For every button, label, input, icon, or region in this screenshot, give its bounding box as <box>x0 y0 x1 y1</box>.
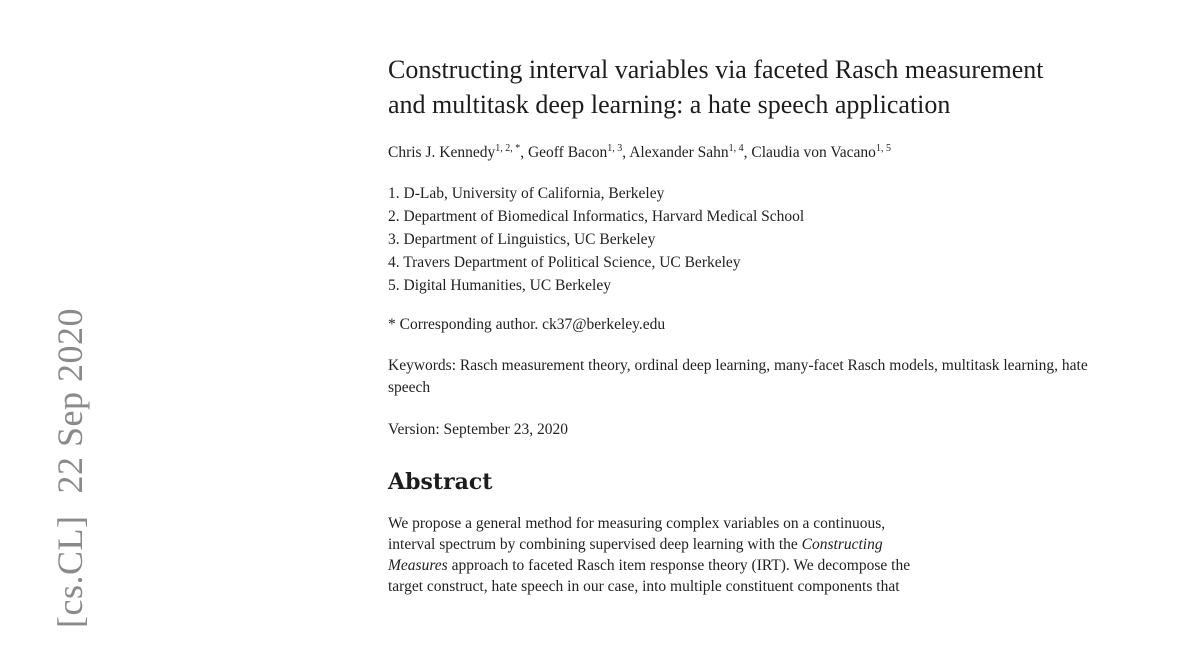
affiliation-item: 1. D-Lab, University of California, Berkeley <box>388 185 665 202</box>
keywords: Keywords: Rasch measurement theory, ordinal deep learning, many-facet Rasch models, multitask learning, hate speech <box>388 357 1088 396</box>
author-affiliation-marks: 1, 4 <box>728 143 744 154</box>
arxiv-sidebar-stamp <box>0 0 100 648</box>
abstract-body <box>388 513 1128 597</box>
author-name: Claudia von Vacano <box>751 144 876 161</box>
abstract-text: approach to faceted Rasch item response theory (IRT). We decompose the <box>447 557 911 574</box>
author-name: Alexander Sahn <box>629 144 729 161</box>
corresponding-author-note: * Corresponding author. ck37@berkeley.edu <box>388 316 666 333</box>
abstract-heading: Abstract <box>388 469 493 495</box>
author-name: Geoff Bacon <box>527 144 608 161</box>
abstract-line: We propose a general method for measuring complex variables on a continuous, <box>388 515 886 532</box>
author-list: Chris J. Kennedy$^{1, 2, *}$, Geoff Bacon$^{1, 3}$, Alexander Sahn$^{1, 4}$, Claudia von Vacano$^{1, 5}$ <box>388 143 891 161</box>
paper-title <box>388 52 1128 122</box>
abstract-line <box>388 534 1128 555</box>
affiliation-item: 5. Digital Humanities, UC Berkeley <box>388 277 611 294</box>
affiliation-item: 4. Travers Department of Political Science, UC Berkeley <box>388 254 741 271</box>
abstract-italic-text: Constructing <box>801 536 883 553</box>
abstract-line <box>388 555 1128 576</box>
paper-title-line-1: Constructing interval variables via faceted Rasch measurement <box>388 55 1044 84</box>
author-affiliation-marks: 1, 3 <box>607 143 623 154</box>
affiliation-item: 3. Department of Linguistics, UC Berkeley <box>388 231 656 248</box>
affiliation-list <box>388 182 1128 297</box>
paper-first-page <box>388 52 1128 597</box>
author-name: Chris J. Kennedy <box>388 144 496 161</box>
paper-title-line-2: and multitask deep learning: a hate speech application <box>388 90 951 119</box>
abstract-text: interval spectrum by combining supervised deep learning with the <box>388 536 802 553</box>
version-line: Version: September 23, 2020 <box>388 421 568 438</box>
author-affiliation-marks: 1, 2, * <box>495 143 521 154</box>
abstract-italic-text: Measures <box>388 557 448 574</box>
author-affiliation-marks: 1, 5 <box>875 143 891 154</box>
arxiv-identifier-text <box>52 308 88 628</box>
abstract-line: target construct, hate speech in our case, into multiple constituent components that <box>388 578 900 595</box>
arxiv-date: 22 Sep 2020 <box>50 308 90 494</box>
affiliation-item: 2. Department of Biomedical Informatics, Harvard Medical School <box>388 208 805 225</box>
arxiv-category: [cs.CL] <box>50 515 90 628</box>
